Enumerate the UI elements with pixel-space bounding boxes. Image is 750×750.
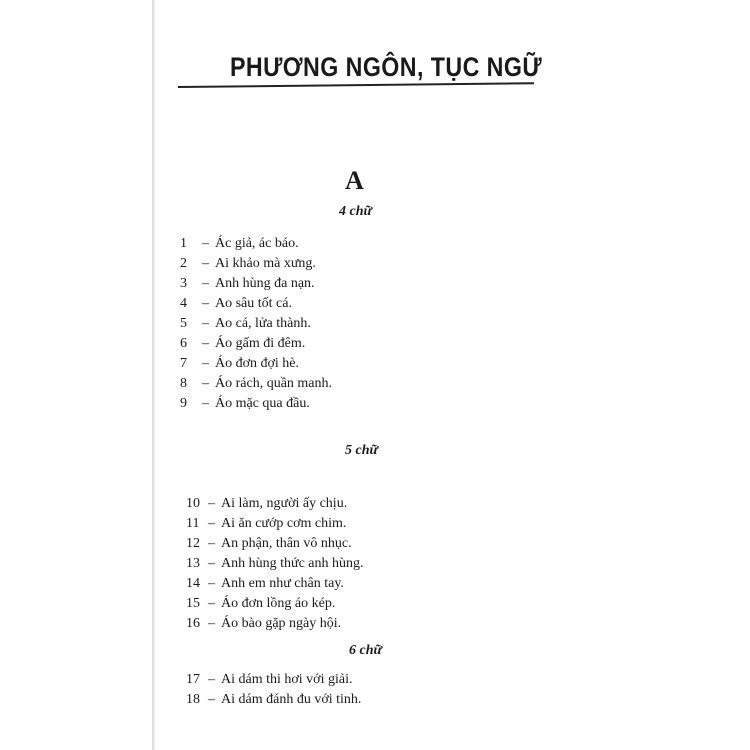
item-dash: – (202, 296, 209, 311)
item-text: Áo bào gặp ngày hội. (221, 616, 342, 631)
item-number: 5 (180, 316, 187, 331)
list-item (186, 690, 361, 710)
item-dash: – (202, 376, 209, 391)
item-number: 11 (186, 516, 200, 531)
item-dash: – (202, 396, 209, 411)
item-dash: – (202, 236, 209, 251)
section-letter: A (345, 166, 364, 195)
item-number: 18 (186, 692, 200, 707)
item-number: 17 (186, 672, 200, 687)
item-text: Ai dám thi hơi với giải. (221, 672, 353, 687)
item-dash: – (208, 596, 215, 611)
item-dash: – (202, 256, 209, 271)
page-title: PHƯƠNG NGÔN, TỤC NGỮ (230, 52, 543, 82)
item-text: Ai khảo mà xưng. (215, 256, 316, 271)
item-text: Anh hùng thức anh hùng. (221, 556, 364, 571)
subheading-6-chu: 6 chữ (349, 643, 382, 658)
list-item (186, 534, 364, 554)
list-item (186, 554, 364, 574)
proverb-list-5-chu (186, 494, 364, 634)
item-number: 3 (180, 276, 187, 291)
list-item (180, 374, 332, 394)
list-item (186, 574, 364, 594)
subheading-4-chu: 4 chữ (339, 204, 372, 219)
item-number: 13 (186, 556, 200, 571)
item-text: Áo gấm đi đêm. (215, 336, 306, 351)
list-item (186, 494, 364, 514)
proverb-list-4-chu (180, 234, 332, 414)
item-number: 12 (186, 536, 200, 551)
item-text: Ai ăn cướp cơm chim. (221, 516, 347, 531)
item-number: 7 (180, 356, 187, 371)
list-item (180, 334, 332, 354)
item-text: Ai làm, người ấy chịu. (221, 496, 348, 511)
item-dash: – (208, 536, 215, 551)
item-number: 15 (186, 596, 200, 611)
item-text: Áo rách, quần manh. (215, 376, 333, 391)
list-item (186, 670, 361, 690)
list-item (180, 254, 332, 274)
item-text: Ác giả, ác báo. (215, 236, 299, 251)
item-number: 9 (180, 396, 187, 411)
item-number: 4 (180, 296, 187, 311)
subheading-5-chu: 5 chữ (345, 443, 378, 458)
item-text: Ao sâu tốt cá. (215, 296, 292, 311)
item-dash: – (202, 316, 209, 331)
item-number: 8 (180, 376, 187, 391)
item-text: Ao cá, lửa thành. (215, 316, 311, 331)
item-dash: – (202, 276, 209, 291)
item-text: An phận, thân vô nhục. (221, 536, 352, 551)
item-number: 14 (186, 576, 200, 591)
item-dash: – (208, 516, 215, 531)
item-dash: – (208, 692, 215, 707)
item-dash: – (202, 356, 209, 371)
list-item (180, 294, 332, 314)
item-number: 6 (180, 336, 187, 351)
proverb-list-6-chu (186, 670, 361, 710)
item-text: Anh hùng đa nạn. (215, 276, 315, 291)
list-item (180, 314, 332, 334)
item-number: 10 (186, 496, 200, 511)
item-text: Anh em như chân tay. (221, 576, 344, 591)
list-item (180, 274, 332, 294)
item-dash: – (208, 576, 215, 591)
item-text: Áo mặc qua đầu. (215, 396, 310, 411)
list-item (186, 514, 364, 534)
item-text: Áo đơn đợi hè. (215, 356, 300, 371)
item-number: 2 (180, 256, 187, 271)
item-number: 16 (186, 616, 200, 631)
item-text: Ai dám đánh đu với tinh. (221, 692, 362, 707)
item-dash: – (208, 556, 215, 571)
item-number: 1 (180, 236, 187, 251)
item-dash: – (208, 616, 215, 631)
item-dash: – (202, 336, 209, 351)
list-item (180, 234, 332, 254)
list-item (180, 354, 332, 374)
list-item (180, 394, 332, 414)
item-text: Áo đơn lồng áo kép. (221, 596, 336, 611)
item-dash: – (208, 496, 215, 511)
list-item (186, 614, 364, 634)
list-item (186, 594, 364, 614)
item-dash: – (208, 672, 215, 687)
